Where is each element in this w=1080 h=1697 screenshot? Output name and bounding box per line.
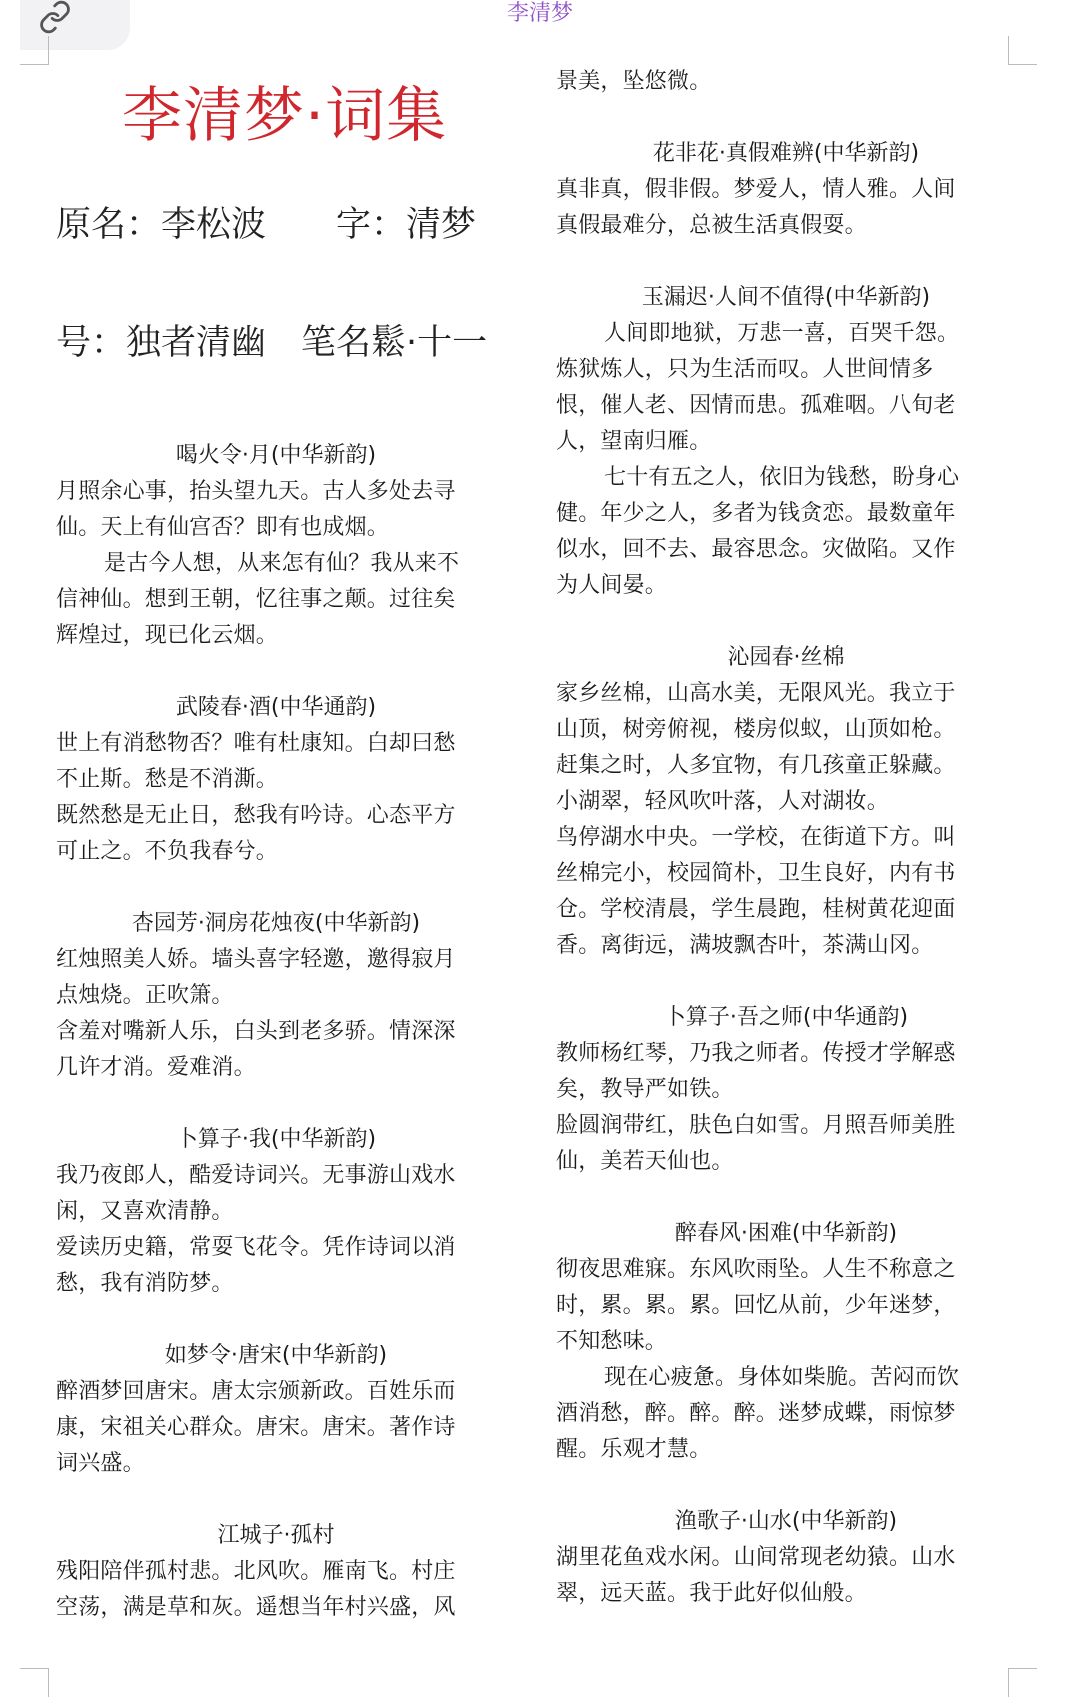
poem-line: 鸟停湖水中央。一学校，在街道下方。叫	[556, 825, 956, 850]
poem-line: 残阳陪伴孤村悲。北风吹。雁南飞。村庄	[56, 1559, 456, 1584]
poem-line: 闲，又喜欢清静。	[56, 1199, 234, 1224]
poem	[56, 690, 496, 870]
poem-line: 赶集之时，人多宜物，有几孩童正躲藏。	[556, 753, 956, 778]
poem-line: 既然愁是无止日，愁我有吟诗。心态平方	[56, 803, 456, 828]
poem-spacer	[556, 100, 1016, 136]
poem-title: 渔歌子·山水(中华新韵)	[674, 1509, 898, 1534]
poem-line: 醉酒梦回唐宋。唐太宗颁新政。百姓乐而	[56, 1379, 456, 1404]
poem-line: 小湖翠，轻风吹叶落，人对湖妆。	[556, 789, 890, 814]
poem-line: 月照余心事，抬头望九天。古人多处去寻	[56, 479, 456, 504]
page-corner-mark	[1008, 1668, 1037, 1697]
page-corner-mark	[1008, 36, 1037, 65]
poem-spacer	[56, 1302, 496, 1338]
poem-line: 人，望南归雁。	[556, 429, 712, 454]
poem-line: 健。年少之人，多者为钱贪恋。最数童年	[556, 501, 956, 526]
poem-title: 醉春风·困难(中华新韵)	[674, 1221, 898, 1246]
poem-line: 仓。学校清晨，学生晨跑，桂树黄花迎面	[556, 897, 956, 922]
poem-line: 空荡，满是草和灰。遥想当年村兴盛，风	[56, 1595, 456, 1620]
poem-line: 爱读历史籍，常耍飞花令。凭作诗词以消	[56, 1235, 456, 1260]
poem-line: 矣，教导严如铁。	[556, 1077, 734, 1102]
poem-line: 恨，催人老、因情而患。孤难咽。八旬老	[556, 393, 956, 418]
poem-line: 信神仙。想到王朝，忆往事之颠。过往矣	[56, 587, 456, 612]
poem-spacer	[56, 1086, 496, 1122]
page-corner-mark	[20, 36, 49, 65]
poem-line: 真非真，假非假。梦爱人，情人雅。人间	[556, 177, 956, 202]
poem-title: 沁园春·丝棉	[727, 645, 845, 670]
poem	[556, 1216, 1016, 1468]
poem	[556, 1000, 1016, 1180]
poem-line: 醒。乐观才慧。	[556, 1437, 712, 1462]
poem-title: 杏园芳·洞房花烛夜(中华新韵)	[131, 911, 421, 936]
poem-title: 卜算子·吾之师(中华通韵)	[663, 1005, 909, 1030]
poem-title: 卜算子·我(中华新韵)	[175, 1127, 377, 1152]
author-alias-line: 号：独者清幽 笔名鬆·十一	[56, 323, 488, 363]
poem-line: 酒消愁，醉。醉。醉。迷梦成蝶，雨惊梦	[556, 1401, 956, 1426]
poem	[56, 1122, 496, 1302]
poem-line: 几许才消。爱难消。	[56, 1055, 256, 1080]
poem-line: 丝棉完小，校园简朴，卫生良好，内有书	[556, 861, 956, 886]
poem-spacer	[56, 870, 496, 906]
poem-title: 喝火令·月(中华新韵)	[175, 443, 377, 468]
right-poem-list	[556, 64, 1016, 1612]
poem	[556, 64, 1016, 100]
poem-line: 家乡丝棉，山高水美，无限风光。我立于	[556, 681, 956, 706]
poem-line: 香。离街远，满坡飘杏叶，茶满山冈。	[556, 933, 934, 958]
poem-title: 如梦令·唐宋(中华新韵)	[164, 1343, 388, 1368]
poem-line: 愁，我有消防梦。	[56, 1271, 234, 1296]
poem-line: 点烛烧。正吹箫。	[56, 983, 234, 1008]
poem	[556, 1504, 1016, 1612]
poem	[56, 1338, 496, 1482]
poem-spacer	[56, 1482, 496, 1518]
poem-line: 炼狱炼人，只为生活而叹。人世间情多	[556, 357, 934, 382]
poem-line: 仙，美若天仙也。	[556, 1149, 734, 1174]
poem-line: 为人间晏。	[556, 573, 668, 598]
poem-line: 教师杨红琴，乃我之师者。传授才学解惑	[556, 1041, 956, 1066]
poem-spacer	[556, 244, 1016, 280]
poem-line: 可止之。不负我春兮。	[56, 839, 279, 864]
poem-line: 似水，回不去、最容思念。灾做陷。又作	[556, 537, 956, 562]
left-column	[56, 76, 496, 1626]
poem-line: 彻夜思难寐。东风吹雨坠。人生不称意之	[556, 1257, 956, 1282]
poem-line: 翠，远天蓝。我于此好似仙般。	[556, 1581, 867, 1606]
poem	[56, 1518, 496, 1626]
poem-line: 湖里花鱼戏水闲。山间常现老幼猿。山水	[556, 1545, 956, 1570]
poem-line: 人间即地狱，万悲一喜，百哭千怨。	[604, 321, 960, 346]
poem-line: 我乃夜郎人，酷爱诗词兴。无事游山戏水	[56, 1163, 456, 1188]
poem-line: 康，宋祖关心群众。唐宋。唐宋。著作诗	[56, 1415, 456, 1440]
author-name-line: 原名：李松波 字：清梦	[56, 205, 477, 245]
right-column	[556, 64, 1016, 1612]
poem-line: 含羞对嘴新人乐，白头到老多骄。情深深	[56, 1019, 456, 1044]
poem-line: 山顶，树旁俯视，楼房似蚁，山顶如枪。	[556, 717, 956, 742]
poem-line: 词兴盛。	[56, 1451, 145, 1476]
poem-spacer	[556, 1180, 1016, 1216]
poem-title: 江城子·孤村	[217, 1523, 335, 1548]
poem-line: 不知愁味。	[556, 1329, 668, 1354]
left-poem-list	[56, 438, 496, 1626]
poem	[556, 640, 1016, 964]
poem-line: 不止斯。愁是不消澌。	[56, 767, 279, 792]
poem-line: 景美，坠悠微。	[556, 69, 712, 94]
poem-line: 脸圆润带红，肤色白如雪。月照吾师美胜	[556, 1113, 956, 1138]
poem-line: 真假最难分，总被生活真假耍。	[556, 213, 867, 238]
poem-spacer	[56, 654, 496, 690]
poem-title: 玉漏迟·人间不值得(中华新韵)	[641, 285, 931, 310]
poem-line: 是古今人想，从来怎有仙？我从来不	[104, 551, 460, 576]
poem-title: 武陵春·酒(中华通韵)	[175, 695, 377, 720]
poem-spacer	[556, 964, 1016, 1000]
header-title: 李清梦	[506, 1, 573, 26]
document-title: 李清梦·词集	[122, 81, 448, 151]
poem	[56, 906, 496, 1086]
poem	[556, 280, 1016, 604]
poem-line: 时，累。累。累。回忆从前，少年迷梦，	[556, 1293, 956, 1318]
poem-title: 花非花·真假难辨(中华新韵)	[652, 141, 920, 166]
poem-line: 七十有五之人，依旧为钱愁，盼身心	[604, 465, 960, 490]
poem-spacer	[556, 604, 1016, 640]
poem-line: 仙。天上有仙宫否？即有也成烟。	[56, 515, 390, 540]
poem	[556, 136, 1016, 244]
poem-spacer	[556, 1468, 1016, 1504]
poem-line: 世上有消愁物否？唯有杜康知。白却曰愁	[56, 731, 456, 756]
page-corner-mark	[20, 1668, 49, 1697]
poem-line: 红烛照美人娇。墙头喜字轻邀，邀得寂月	[56, 947, 456, 972]
poem-line: 现在心疲惫。身体如柴脆。苦闷而饮	[604, 1365, 960, 1390]
poem-line: 辉煌过，现已化云烟。	[56, 623, 279, 648]
poem	[56, 438, 496, 654]
